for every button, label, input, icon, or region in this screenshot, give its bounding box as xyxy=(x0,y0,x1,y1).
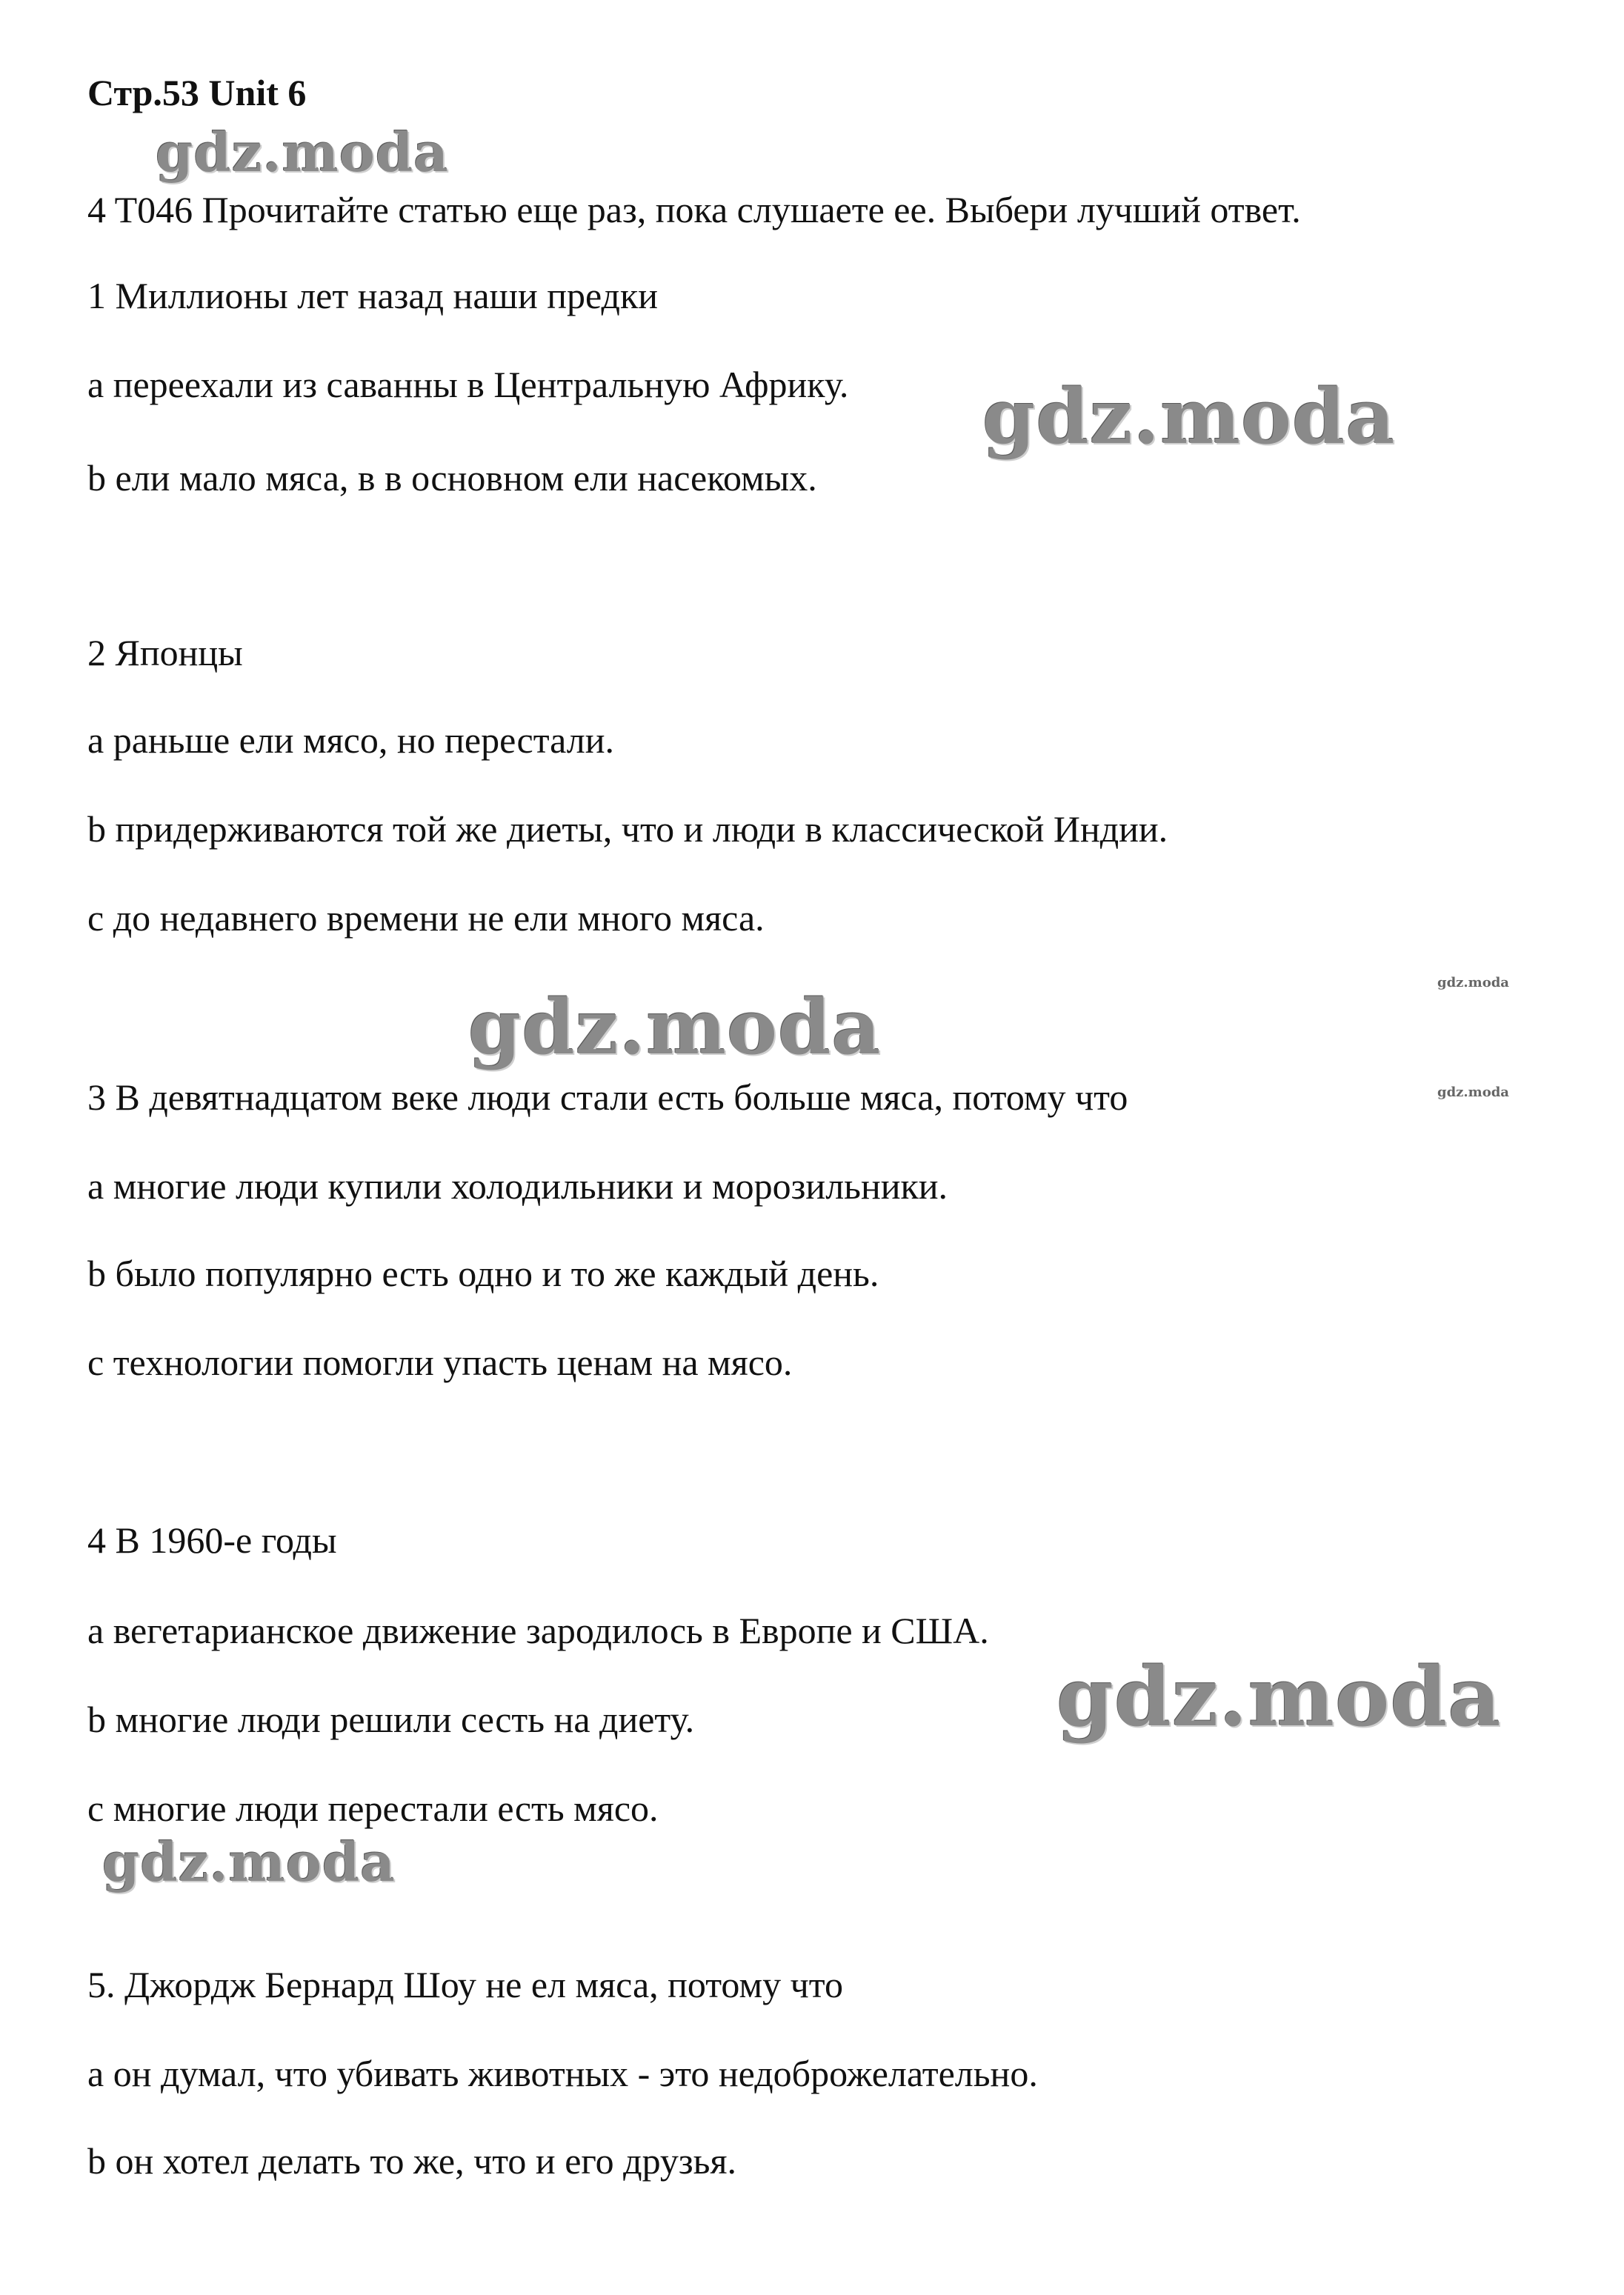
question-5-option-b: b он хотел делать то же, что и его друзья. xyxy=(87,2140,736,2182)
question-1-option-b: b ели мало мяса, в в основном ели насекомых. xyxy=(87,457,817,499)
watermark-logo: gdz.moda xyxy=(1056,1649,1502,1745)
watermark-small: gdz.moda xyxy=(1437,1085,1509,1100)
question-3-option-c: c технологии помогли упасть ценам на мясо. xyxy=(87,1342,793,1383)
question-2-option-a: a раньше ели мясо, но перестали. xyxy=(87,719,615,761)
watermark-logo: gdz.moda xyxy=(468,983,882,1072)
question-5-stem: 5. Джордж Бернард Шоу не ел мяса, потому что xyxy=(87,1964,843,2005)
watermark-logo: gdz.moda xyxy=(982,373,1396,462)
question-2-option-c: c до недавнего времени не ели много мяса. xyxy=(87,897,765,939)
page-title: Стр.53 Unit 6 xyxy=(87,72,307,113)
watermark-logo: gdz.moda xyxy=(102,1831,396,1893)
task-instruction: 4 T046 Прочитайте статью еще раз, пока слушаете ее. Выбери лучший ответ. xyxy=(87,189,1301,230)
question-3-option-a: a многие люди купили холодильники и морозильники. xyxy=(87,1165,948,1207)
question-1-stem: 1 Миллионы лет назад наши предки xyxy=(87,275,659,316)
question-4-option-b: b многие люди решили сесть на диету. xyxy=(87,1699,695,1740)
watermark-small: gdz.moda xyxy=(1437,975,1509,990)
question-4-stem: 4 В 1960-е годы xyxy=(87,1519,337,1561)
question-5-option-a: a он думал, что убивать животных - это недоброжелательно. xyxy=(87,2053,1038,2094)
question-3-stem: 3 В девятнадцатом веке люди стали есть больше мяса, потому что xyxy=(87,1076,1128,1118)
question-1-option-a: a переехали из саванны в Центральную Африку. xyxy=(87,364,849,405)
question-4-option-c: c многие люди перестали есть мясо. xyxy=(87,1788,659,1829)
question-2-option-b: b придерживаются той же диеты, что и люди в классической Индии. xyxy=(87,808,1168,850)
watermark-logo: gdz.moda xyxy=(156,121,449,184)
question-3-option-b: b было популярно есть одно и то же каждый день. xyxy=(87,1253,879,1294)
question-2-stem: 2 Японцы xyxy=(87,632,243,673)
question-4-option-a: a вегетарианское движение зародилось в Европе и США. xyxy=(87,1610,989,1651)
